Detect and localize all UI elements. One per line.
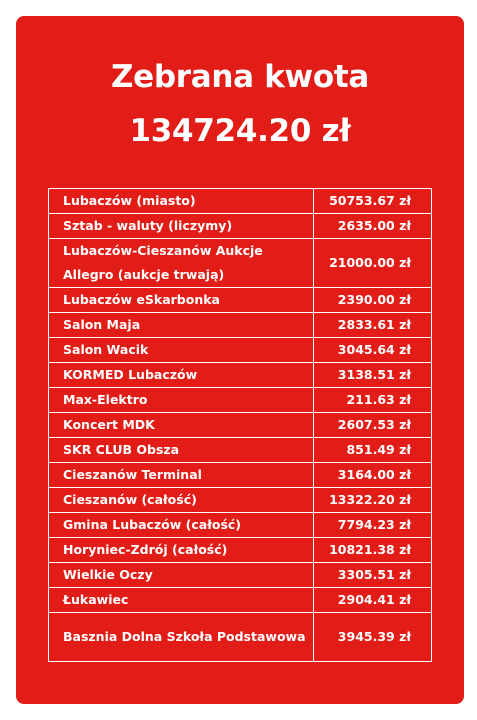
table-row [49,463,432,488]
row-amount: 3045.64 zł [314,338,432,363]
row-location: Koncert MDK [49,413,314,438]
row-amount: 2833.61 zł [314,313,432,338]
row-amount: 2904.41 zł [314,588,432,613]
row-amount: 13322.20 zł [314,488,432,513]
row-amount: 7794.23 zł [314,513,432,538]
table-row [49,288,432,313]
table-row [49,563,432,588]
row-amount: 2390.00 zł [314,288,432,313]
table-row [49,239,432,288]
row-amount: 3305.51 zł [314,563,432,588]
collection-table [48,188,432,662]
row-location: SKR CLUB Obsza [49,438,314,463]
row-location: Cieszanów (całość) [49,488,314,513]
table-row [49,388,432,413]
row-location: Lubaczów (miasto) [49,189,314,214]
row-location: Max-Elektro [49,388,314,413]
table-row [49,363,432,388]
table-row [49,338,432,363]
row-location: Salon Wacik [49,338,314,363]
table-row [49,214,432,239]
row-location: Lubaczów eSkarbonka [49,288,314,313]
collection-card [16,16,464,704]
table-row [49,588,432,613]
row-location: Salon Maja [49,313,314,338]
row-location: KORMED Lubaczów [49,363,314,388]
table-row [49,513,432,538]
total-amount: 134724.20 zł [129,113,351,149]
row-location: Basznia Dolna Szkoła Podstawowa [49,613,314,662]
row-amount: 10821.38 zł [314,538,432,563]
row-amount: 21000.00 zł [314,239,432,288]
row-location: Horyniec-Zdrój (całość) [49,538,314,563]
row-amount: 211.63 zł [314,388,432,413]
row-location: Gmina Lubaczów (całość) [49,513,314,538]
row-amount: 851.49 zł [314,438,432,463]
row-location: Cieszanów Terminal [49,463,314,488]
page-title: Zebrana kwota [110,59,370,95]
row-location: Łukawiec [49,588,314,613]
row-amount: 2607.53 zł [314,413,432,438]
table-row [49,438,432,463]
row-location: Wielkie Oczy [49,563,314,588]
row-amount: 3945.39 zł [314,613,432,662]
row-location: Sztab - waluty (liczymy) [49,214,314,239]
table-row [49,413,432,438]
row-amount: 50753.67 zł [314,189,432,214]
row-amount: 3164.00 zł [314,463,432,488]
row-location: Lubaczów-Cieszanów Aukcje Allegro (aukcje trwają) [49,239,314,288]
table-row [49,488,432,513]
row-amount: 3138.51 zł [314,363,432,388]
table-row [49,538,432,563]
table-row [49,613,432,662]
table-row [49,313,432,338]
table-row [49,189,432,214]
row-amount: 2635.00 zł [314,214,432,239]
